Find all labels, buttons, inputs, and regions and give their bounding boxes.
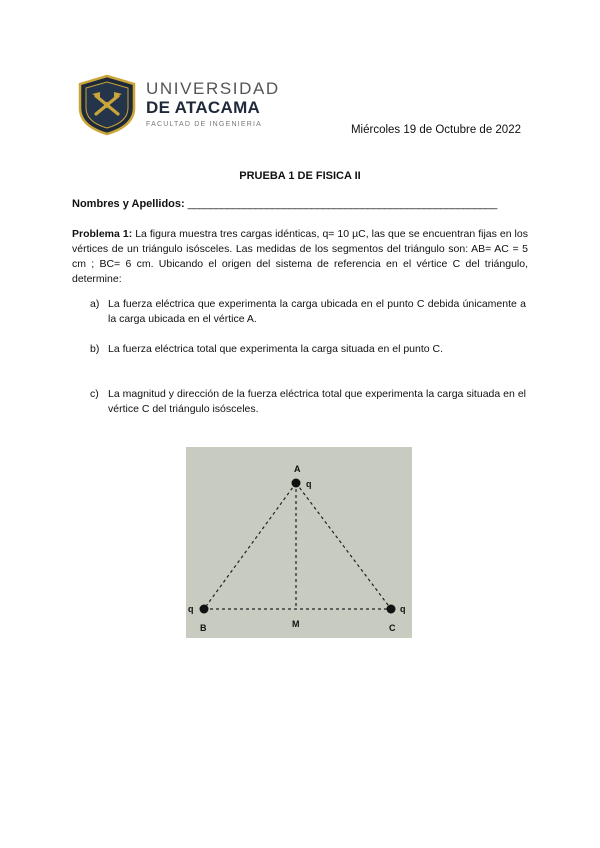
names-blank-line: _______________________________________________________: [187, 198, 497, 210]
names-field: [72, 198, 497, 210]
charge-c-label: q: [400, 604, 406, 614]
question-item-b: [90, 342, 526, 357]
university-name: UNIVERSIDAD: [146, 79, 280, 98]
side-ab: [204, 483, 296, 609]
problem-statement: [72, 227, 528, 287]
charge-b-label: q: [188, 604, 194, 614]
vertex-c-label: C: [389, 623, 396, 633]
faculty-name: FACULTAD DE INGENIERIA: [146, 121, 262, 128]
exam-title: PRUEBA 1 DE FISICA II: [239, 170, 361, 182]
side-ac: [296, 483, 391, 609]
question-label: c): [90, 388, 99, 400]
problem-text: La figura muestra tres cargas idénticas, q= 10 µC, las que se encuentran fijas en los vértices de un triángulo isósceles. Las medidas de los segmentos del triángulo son: AB= AC = 5 cm ; BC= 6 cm. Ubicando el origen del sistema de referencia en el vértice C del triángulo, determine:: [72, 228, 528, 285]
problem-label: Problema 1:: [72, 228, 133, 240]
question-label: b): [90, 343, 100, 355]
charge-a: [292, 479, 301, 488]
question-label: a): [90, 298, 100, 310]
question-item-a: [90, 297, 526, 327]
university-wordmark: [146, 80, 280, 128]
question-text: La fuerza eléctrica que experimenta la carga ubicada en el punto C debida únicamente a la carga ubicada en el vértice A.: [108, 298, 526, 325]
vertex-b-label: B: [200, 623, 207, 633]
exam-date: Miércoles 19 de Octubre de 2022: [350, 124, 521, 136]
question-text: La fuerza eléctrica total que experimenta la carga situada en el punto C.: [108, 343, 444, 355]
university-place: DE ATACAMA: [146, 98, 261, 117]
question-text: La magnitud y dirección de la fuerza eléctrica total que experimenta la carga situada en el vértice C del triángulo isósceles.: [108, 388, 526, 415]
charge-c: [387, 605, 396, 614]
triangle-diagram: [186, 447, 412, 638]
midpoint-label: M: [292, 619, 300, 629]
question-item-c: [90, 387, 526, 417]
charge-a-label: q: [306, 479, 312, 489]
names-label: Nombres y Apellidos:: [72, 198, 185, 210]
triangle-figure: [186, 447, 412, 638]
university-crest-icon: [76, 74, 138, 136]
vertex-a-label: A: [294, 464, 301, 474]
charge-b: [200, 605, 209, 614]
